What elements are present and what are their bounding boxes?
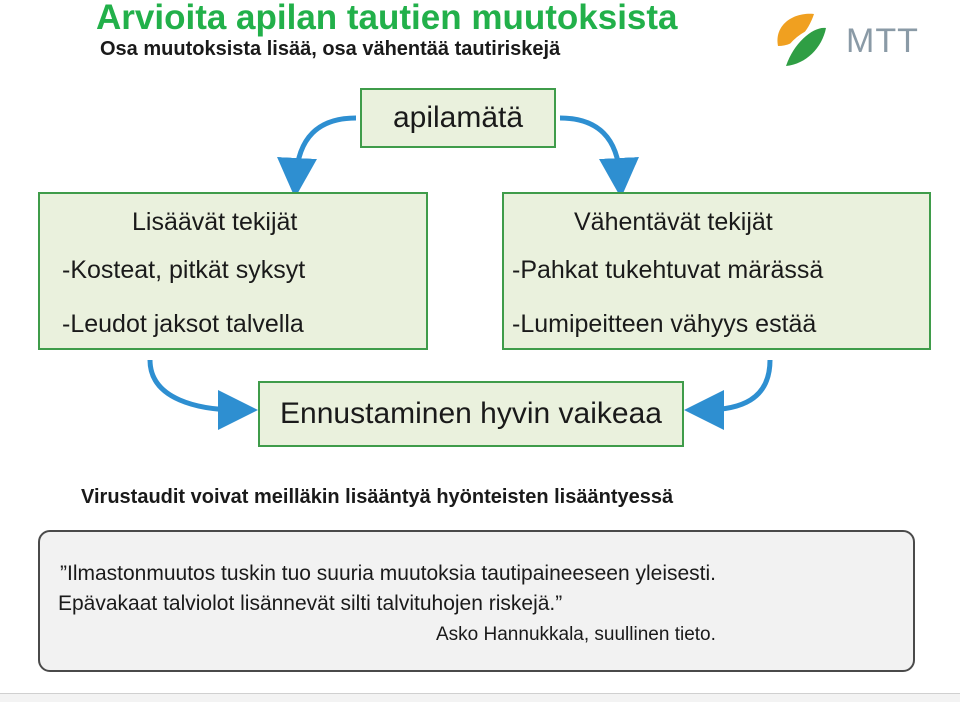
increasing-factors-heading: Lisäävät tekijät	[132, 208, 298, 236]
decreasing-factors-heading: Vähentävät tekijät	[574, 208, 773, 236]
logo-text: MTT	[846, 22, 919, 60]
quote-line-2: Epävakaat talviolot lisännevät silti talvituhojen riskejä.”	[58, 592, 563, 615]
increasing-factor-item: -Kosteat, pitkät syksyt	[62, 256, 306, 284]
increasing-factors-box	[38, 192, 428, 350]
page-title: Arvioita apilan tautien muutoksista	[96, 0, 678, 37]
decreasing-factor-item: -Lumipeitteen vähyys estää	[512, 310, 817, 338]
forecast-box	[258, 381, 684, 447]
quote-source: Asko Hannukkala, suullinen tieto.	[436, 624, 716, 645]
increasing-factor-item: -Leudot jaksot talvella	[62, 310, 304, 338]
page-subtitle: Osa muutoksista lisää, osa vähentää tautiriskejä	[100, 38, 561, 60]
arrow-top-right	[560, 118, 620, 178]
quote-box	[38, 530, 915, 672]
quote-line-1: ”Ilmastonmuutos tuskin tuo suuria muutoksia tautipaineeseen yleisesti.	[60, 562, 717, 585]
virus-note: Virustaudit voivat meilläkin lisääntyä hyönteisten lisääntyessä	[81, 486, 674, 508]
forecast-label: Ennustaminen hyvin vaikeaa	[280, 397, 662, 430]
arrow-left-middle	[150, 360, 238, 410]
decreasing-factors-box	[502, 192, 931, 350]
decreasing-factor-item: -Pahkat tukehtuvat märässä	[512, 256, 824, 284]
top-node-label: apilamätä	[392, 101, 524, 134]
arrow-top-left	[296, 118, 356, 178]
top-node-box	[360, 88, 556, 148]
arrow-right-middle	[704, 360, 770, 410]
